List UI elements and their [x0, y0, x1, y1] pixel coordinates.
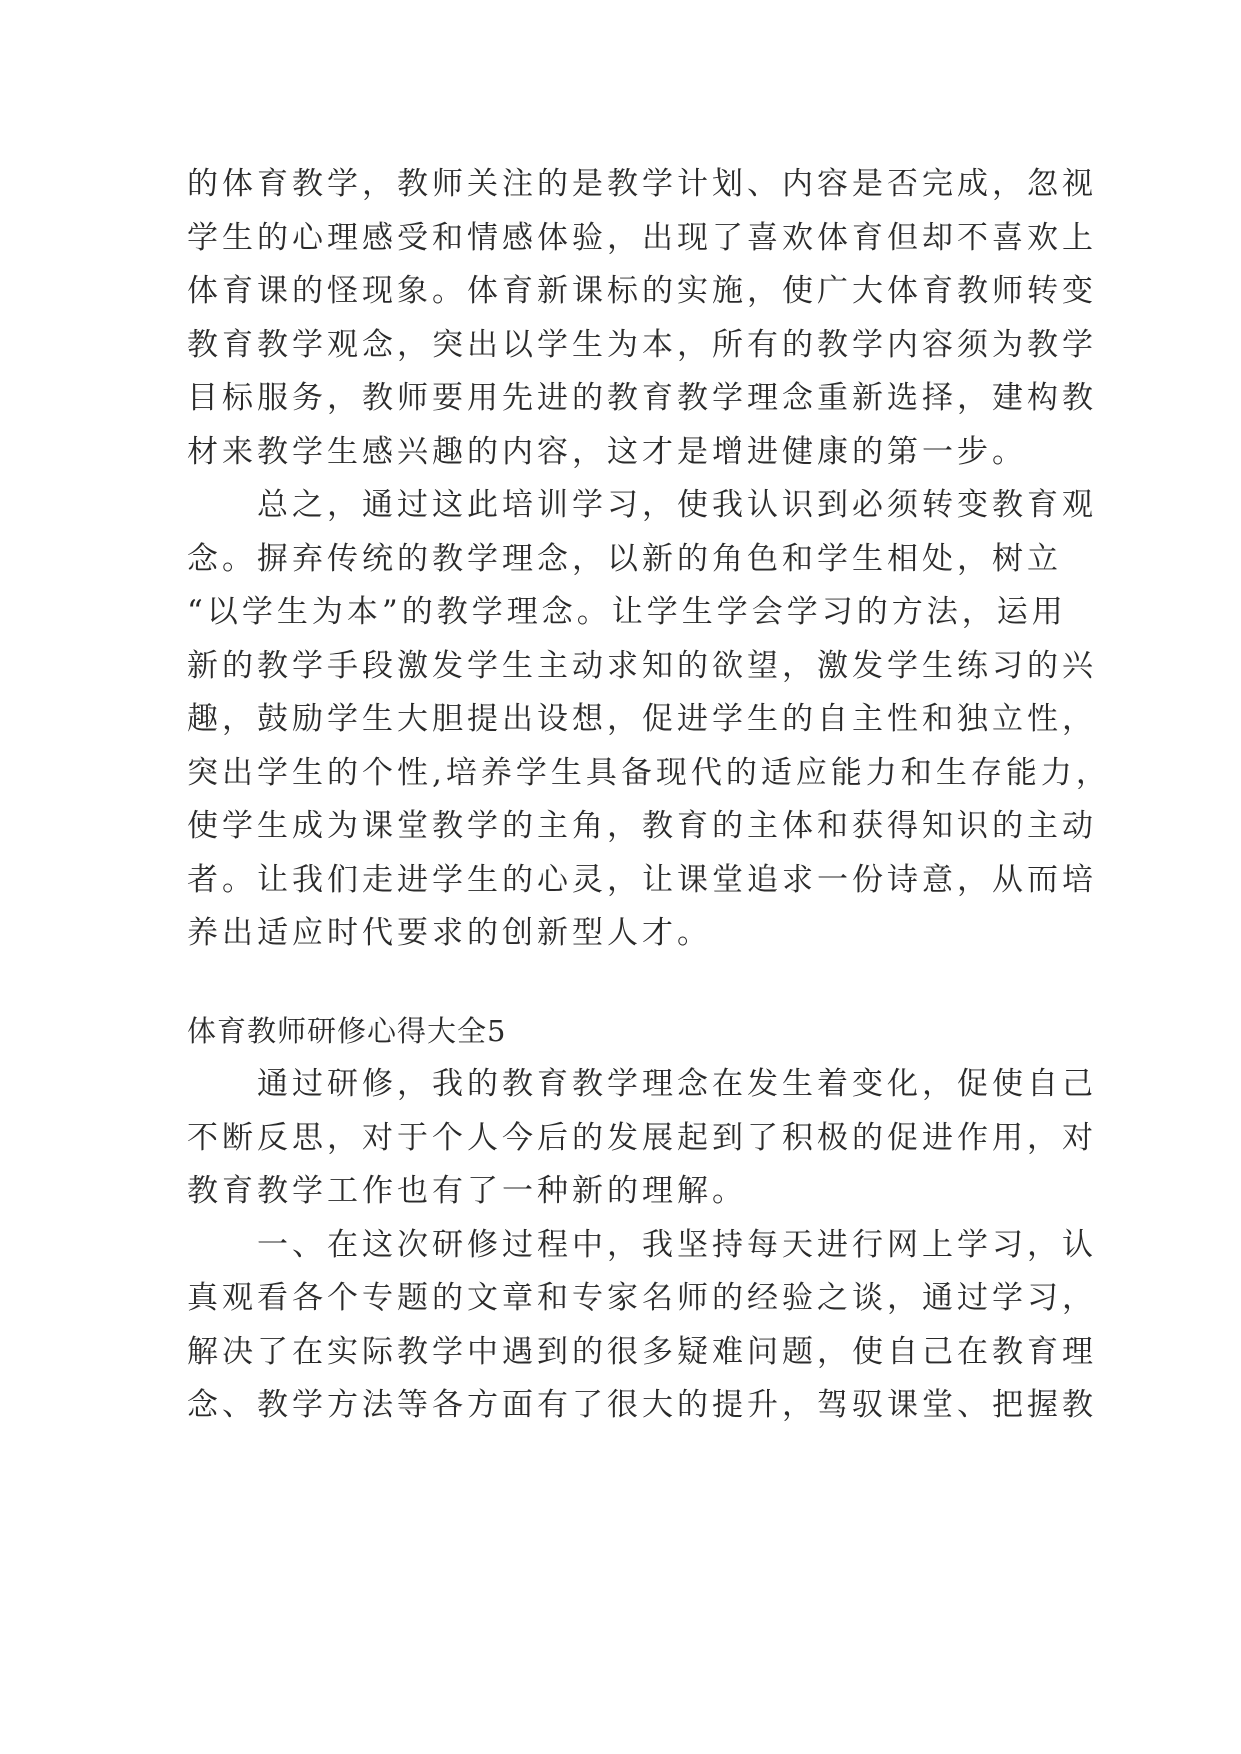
- text-line: 念、教学方法等各方面有了很大的提升，驾驭课堂、把握教: [187, 1387, 1097, 1423]
- text-line: 解决了在实际教学中遇到的很多疑难问题，使自己在教育理: [187, 1333, 1097, 1370]
- paragraph-intro: [187, 1058, 1097, 1219]
- paragraph-conclusion: [187, 479, 1111, 961]
- text-line: 目标服务，教师要用先进的教育教学理念重新选择，建构教: [187, 380, 1097, 416]
- text-line: 使学生成为课堂教学的主角，教育的主体和获得知识的主动: [187, 808, 1097, 844]
- text-line: 不断反思，对于个人今后的发展起到了积极的促进作用，对: [187, 1119, 1097, 1156]
- text-line: 者。让我们走进学生的心灵，让课堂追求一份诗意，从而培: [187, 861, 1097, 898]
- text-line: 一、在这次研修过程中，我坚持每天进行网上学习，认: [187, 1226, 1097, 1263]
- text-line: 新的教学手段激发学生主动求知的欲望，激发学生练习的兴: [187, 647, 1097, 684]
- text-line: 趣，鼓励学生大胆提出设想，促进学生的自主性和独立性，: [187, 701, 1097, 737]
- paragraph-point-one: [187, 1219, 1097, 1433]
- text-line: 养出适应时代要求的创新型人才。: [187, 915, 712, 951]
- text-line: 体育课的怪现象。体育新课标的实施，使广大体育教师转变: [187, 273, 1097, 309]
- text-line: 念。摒弃传统的教学理念，以新的角色和学生相处，树立: [187, 540, 1062, 577]
- text-line: 总之，通过这此培训学习，使我认识到必须转变教育观: [187, 487, 1097, 523]
- section-heading: 体育教师研修心得大全5: [187, 1013, 507, 1048]
- section-gap: [187, 961, 1067, 1005]
- text-line: 突出学生的个性,培养学生具备现代的适应能力和生存能力，: [187, 754, 1111, 791]
- text-line: 材来教学生感兴趣的内容，这才是增进健康的第一步。: [187, 433, 1027, 470]
- document-body: [187, 158, 1111, 1433]
- text-line: 学生的心理感受和情感体验，出现了喜欢体育但却不喜欢上: [187, 219, 1097, 256]
- text-line: 通过研修，我的教育教学理念在发生着变化，促使自己: [187, 1066, 1097, 1102]
- text-line: 的体育教学，教师关注的是教学计划、内容是否完成，忽视: [187, 166, 1097, 202]
- text-line: 教育教学工作也有了一种新的理解。: [187, 1173, 747, 1209]
- text-line: 真观看各个专题的文章和专家名师的经验之谈，通过学习，: [187, 1280, 1097, 1316]
- text-line: 教育教学观念，突出以学生为本，所有的教学内容须为教学: [187, 326, 1097, 363]
- paragraph-continued: [187, 158, 1097, 479]
- text-line: “以学生为本”的教学理念。让学生学会学习的方法，运用: [187, 594, 1067, 630]
